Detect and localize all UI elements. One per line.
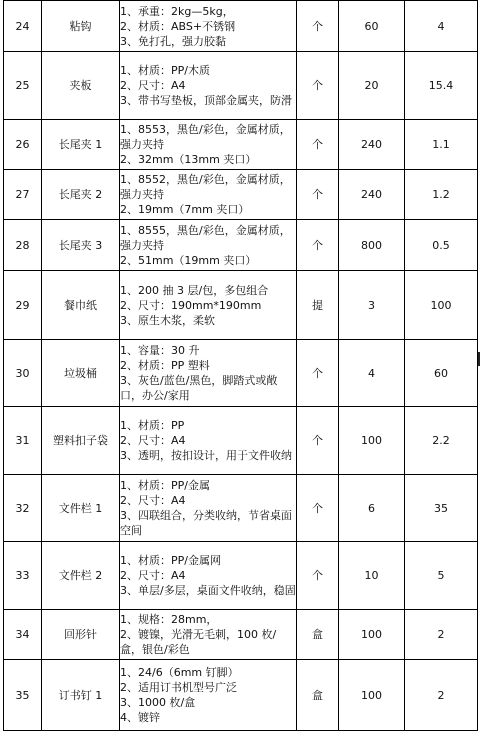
table-row — [4, 52, 478, 120]
item-quantity: 60 — [339, 1, 405, 52]
spec-line: 1、8553，黑色/彩色，金属材质，强力夹持 — [120, 123, 291, 151]
spec-line: 3、灰色/蓝色/黑色，脚踏式或敞口，办公/家用 — [120, 374, 278, 402]
item-name: 回形针 — [42, 610, 120, 660]
spec-line: 2、尺寸：A4 — [120, 569, 186, 582]
spec-line: 2、32mm（13mm 夹口） — [120, 153, 257, 166]
spec-line: 3、免打孔，强力胶黏 — [120, 34, 226, 48]
spec-line: 1、材质：PP/木质 — [120, 64, 210, 77]
spec-line: 2、尺寸：190mm*190mm — [120, 298, 262, 312]
item-quantity: 3 — [339, 271, 405, 340]
item-unit: 个 — [297, 340, 339, 407]
item-spec — [120, 610, 297, 660]
item-unit: 个 — [297, 1, 339, 52]
item-quantity: 100 — [339, 660, 405, 731]
spec-line: 4、镀锌 — [120, 711, 160, 724]
item-unit-price: 100 — [405, 271, 478, 340]
table-row — [4, 1, 478, 52]
item-spec — [120, 1, 297, 52]
item-spec — [120, 660, 297, 731]
spec-line: 3、四联组合，分类收纳，节省桌面空间 — [120, 509, 292, 537]
item-name: 文件栏 1 — [42, 475, 120, 542]
item-unit-price: 0.5 — [405, 220, 478, 271]
item-name: 垃圾桶 — [42, 340, 120, 407]
spec-line: 3、原生木浆，柔软 — [120, 313, 215, 327]
table-row — [4, 220, 478, 271]
item-unit: 个 — [297, 542, 339, 610]
item-spec — [120, 475, 297, 542]
row-number: 28 — [4, 220, 42, 271]
table-row — [4, 542, 478, 610]
item-quantity: 100 — [339, 610, 405, 660]
item-quantity: 240 — [339, 170, 405, 220]
item-unit: 个 — [297, 475, 339, 542]
row-number: 31 — [4, 407, 42, 475]
item-unit-price: 2.2 — [405, 407, 478, 475]
spec-line: 1、容量：30 升 — [120, 344, 200, 357]
item-name: 订书钉 1 — [42, 660, 120, 731]
row-number: 29 — [4, 271, 42, 340]
row-number: 27 — [4, 170, 42, 220]
item-name: 夹板 — [42, 52, 120, 120]
item-unit-price: 5 — [405, 542, 478, 610]
item-spec — [120, 407, 297, 475]
item-spec — [120, 120, 297, 170]
item-unit-price: 15.4 — [405, 52, 478, 120]
spec-line: 1、材质：PP/金属网 — [120, 554, 221, 567]
row-number: 30 — [4, 340, 42, 407]
item-unit: 个 — [297, 52, 339, 120]
table-row — [4, 610, 478, 660]
item-spec — [120, 52, 297, 120]
row-number: 34 — [4, 610, 42, 660]
spec-line: 1、材质：PP/金属 — [120, 479, 210, 492]
item-quantity: 4 — [339, 340, 405, 407]
item-spec — [120, 542, 297, 610]
spec-line: 3、单层/多层，桌面文件收纳，稳固 — [120, 584, 296, 597]
spec-line: 1、规格：28mm， — [120, 613, 218, 626]
item-unit: 个 — [297, 220, 339, 271]
item-quantity: 100 — [339, 407, 405, 475]
spec-line: 2、适用订书机型号广泛 — [120, 681, 237, 694]
item-unit: 个 — [297, 407, 339, 475]
spec-line: 2、尺寸：A4 — [120, 434, 186, 447]
item-unit: 盒 — [297, 660, 339, 731]
table-row — [4, 271, 478, 340]
row-number: 33 — [4, 542, 42, 610]
row-number: 32 — [4, 475, 42, 542]
item-name: 长尾夹 3 — [42, 220, 120, 271]
row-number: 25 — [4, 52, 42, 120]
item-name: 粘钩 — [42, 1, 120, 52]
item-unit-price: 4 — [405, 1, 478, 52]
table-row — [4, 407, 478, 475]
spec-line: 1、材质：PP — [120, 419, 185, 432]
spec-line: 3、带书写垫板，顶部金属夹，防滑 — [120, 94, 292, 107]
spec-line: 1、8555，黑色/彩色，金属材质，强力夹持 — [120, 223, 291, 252]
spec-line: 1、8552，黑色/彩色，金属材质，强力夹持 — [120, 173, 291, 201]
item-unit-price: 1.1 — [405, 120, 478, 170]
spec-line: 2、51mm（19mm 夹口） — [120, 253, 257, 267]
item-unit-price: 2 — [405, 660, 478, 731]
table-body — [4, 1, 478, 731]
item-name: 文件栏 2 — [42, 542, 120, 610]
spec-line: 1、承重：2kg—5kg， — [120, 4, 234, 18]
item-name: 长尾夹 1 — [42, 120, 120, 170]
table-row — [4, 340, 478, 407]
item-unit: 个 — [297, 120, 339, 170]
table-row — [4, 475, 478, 542]
spec-line: 1、24/6（6mm 钉脚） — [120, 666, 239, 679]
spec-line: 3、透明，按扣设计，用于文件收纳 — [120, 449, 292, 462]
product-spec-table — [3, 0, 478, 731]
spec-line: 1、200 抽 3 层/包，多包组合 — [120, 283, 269, 297]
item-unit-price: 1.2 — [405, 170, 478, 220]
item-quantity: 240 — [339, 120, 405, 170]
spec-line: 2、19mm（7mm 夹口） — [120, 203, 250, 216]
row-number: 35 — [4, 660, 42, 731]
spec-line: 2、材质：ABS+不锈钢 — [120, 19, 236, 33]
item-unit-price: 35 — [405, 475, 478, 542]
table-row — [4, 660, 478, 731]
item-quantity: 10 — [339, 542, 405, 610]
item-quantity: 800 — [339, 220, 405, 271]
item-name: 长尾夹 2 — [42, 170, 120, 220]
item-spec — [120, 271, 297, 340]
item-spec — [120, 340, 297, 407]
item-unit-price: 2 — [405, 610, 478, 660]
row-number: 26 — [4, 120, 42, 170]
spec-line: 2、材质：PP 塑料 — [120, 359, 210, 372]
table-row — [4, 120, 478, 170]
item-spec — [120, 170, 297, 220]
item-quantity: 6 — [339, 475, 405, 542]
item-unit-price: 60 — [405, 340, 478, 407]
spec-line: 2、镀镍，光滑无毛刺，100 枚/盒，银色/彩色 — [120, 628, 277, 656]
item-unit: 个 — [297, 170, 339, 220]
item-name: 餐巾纸 — [42, 271, 120, 340]
spec-line: 3、1000 枚/盒 — [120, 696, 196, 709]
item-name: 塑料扣子袋 — [42, 407, 120, 475]
item-unit: 盒 — [297, 610, 339, 660]
item-unit: 提 — [297, 271, 339, 340]
item-quantity: 20 — [339, 52, 405, 120]
item-spec — [120, 220, 297, 271]
spec-line: 2、尺寸：A4 — [120, 79, 186, 92]
table-row — [4, 170, 478, 220]
row-number: 24 — [4, 1, 42, 52]
spec-line: 2、尺寸：A4 — [120, 494, 186, 507]
